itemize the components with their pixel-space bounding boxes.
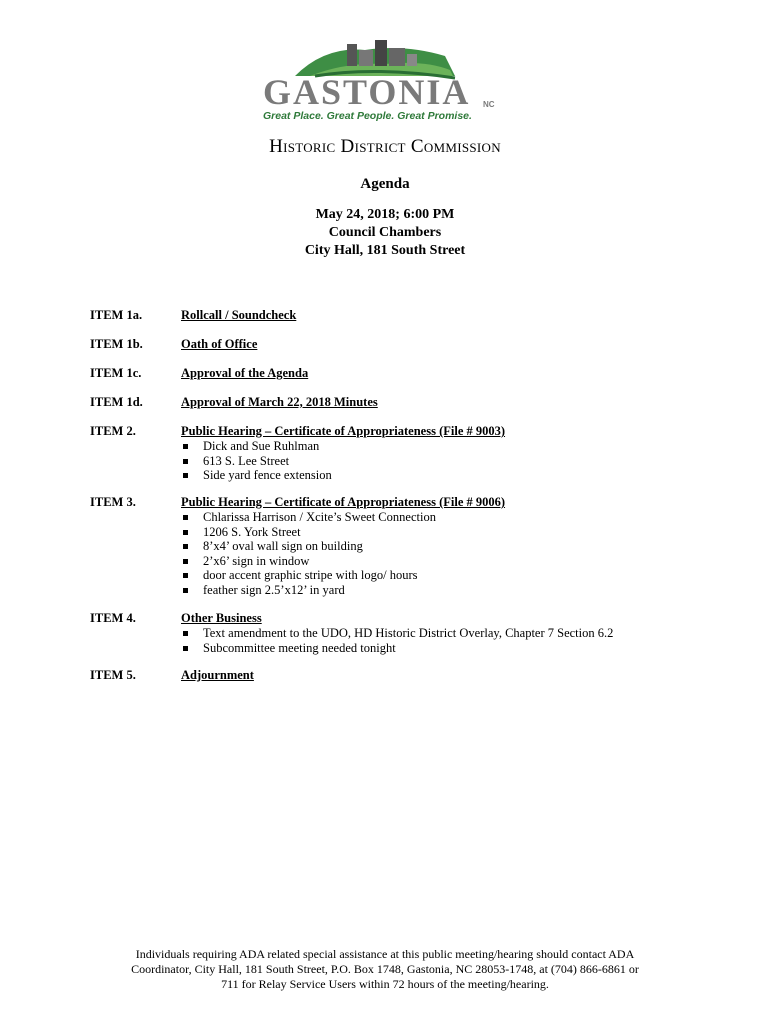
bullet-text: 8’x4’ oval wall sign on building xyxy=(203,539,363,553)
meeting-date: May 24, 2018; 6:00 PM xyxy=(315,207,455,222)
agenda-item-body xyxy=(181,395,721,410)
square-bullet-icon xyxy=(183,559,188,564)
square-bullet-icon xyxy=(183,473,188,478)
agenda-item-title: Public Hearing – Certificate of Appropriateness (File # 9003) xyxy=(181,424,506,438)
ada-notice-line: 711 for Relay Service Users within 72 hours of the meeting/hearing. xyxy=(221,977,549,991)
bullet-text: 2’x6’ sign in window xyxy=(203,553,310,568)
agenda-item-label: ITEM 4. xyxy=(90,611,136,625)
agenda-item-bullets xyxy=(181,626,721,655)
square-bullet-icon xyxy=(183,444,188,449)
square-bullet-icon xyxy=(183,573,188,578)
square-bullet-icon xyxy=(183,544,188,549)
agenda-item-title: Approval of the Agenda xyxy=(181,366,309,380)
agenda-item-label: ITEM 1b. xyxy=(90,337,143,351)
agenda-item-title: Other Business xyxy=(181,611,262,625)
bullet-item xyxy=(181,510,721,525)
bullet-item xyxy=(181,439,721,454)
square-bullet-icon xyxy=(183,588,188,593)
meeting-room: Council Chambers xyxy=(328,225,442,240)
meeting-address: City Hall, 181 South Street xyxy=(304,243,466,258)
agenda-item-label: ITEM 3. xyxy=(90,495,136,509)
bullet-text: 1206 S. York Street xyxy=(203,524,301,539)
agenda-item-body xyxy=(181,495,721,597)
ada-notice-line: Coordinator, City Hall, 181 South Street, P.O. Box 1748, Gastonia, NC 28053-1748, at (704) 866-6861 or xyxy=(131,962,639,976)
bullet-item xyxy=(181,626,721,641)
agenda-item-label: ITEM 1d. xyxy=(90,395,143,409)
logo-tagline: Great Place. Great People. Great Promise. xyxy=(263,110,472,122)
square-bullet-icon xyxy=(183,459,188,464)
agenda-item-title: Public Hearing – Certificate of Appropriateness (File # 9006) xyxy=(181,495,506,509)
agenda-item-body xyxy=(181,308,721,323)
bullet-item xyxy=(181,554,721,569)
agenda-item-label: ITEM 5. xyxy=(90,668,136,682)
bullet-item xyxy=(181,568,721,583)
bullet-item xyxy=(181,525,721,540)
bullet-text: Text amendment to the UDO, HD Historic District Overlay, Chapter 7 Section 6.2 xyxy=(203,626,614,640)
bullet-text: door accent graphic stripe with logo/ hours xyxy=(203,568,418,582)
agenda-item-body xyxy=(181,337,721,352)
agenda-item-title: Approval of March 22, 2018 Minutes xyxy=(181,395,378,409)
bullet-item xyxy=(181,454,721,469)
agenda-item-body xyxy=(181,668,721,683)
logo-state: NC xyxy=(483,100,495,109)
agenda-item-title: Oath of Office xyxy=(181,337,258,351)
bullet-text: Side yard fence extension xyxy=(203,468,332,482)
bullet-item xyxy=(181,583,721,598)
square-bullet-icon xyxy=(183,631,188,636)
agenda-item-title: Rollcall / Soundcheck xyxy=(181,308,297,322)
gastonia-logo xyxy=(255,36,505,128)
bullet-text: 613 S. Lee Street xyxy=(203,453,290,468)
agenda-item-body xyxy=(181,366,721,381)
square-bullet-icon xyxy=(183,646,188,651)
agenda-item-label: ITEM 1c. xyxy=(90,366,142,380)
ada-notice-line: Individuals requiring ADA related special assistance at this public meeting/hearing should contact ADA xyxy=(135,947,635,961)
square-bullet-icon xyxy=(183,530,188,535)
logo-wordmark: GASTONIA xyxy=(263,72,471,112)
agenda-item-body xyxy=(181,424,721,483)
bullet-item xyxy=(181,641,721,656)
agenda-item-label: ITEM 1a. xyxy=(90,308,143,322)
bullet-text: feather sign 2.5’x12’ in yard xyxy=(203,582,345,597)
bullet-item xyxy=(181,539,721,554)
agenda-item-body xyxy=(181,611,721,655)
agenda-item-bullets xyxy=(181,510,721,597)
agenda-item-title: Adjournment xyxy=(181,668,254,682)
meeting-details xyxy=(0,206,770,260)
page-title: Historic District Commission xyxy=(269,136,501,157)
bullet-text: Subcommittee meeting needed tonight xyxy=(203,640,396,655)
square-bullet-icon xyxy=(183,515,188,520)
ada-notice xyxy=(40,947,730,992)
bullet-item xyxy=(181,468,721,483)
agenda-item-bullets xyxy=(181,439,721,483)
bullet-text: Dick and Sue Ruhlman xyxy=(203,439,320,453)
page-subtitle: Agenda xyxy=(360,176,410,192)
agenda-item-label: ITEM 2. xyxy=(90,424,136,438)
bullet-text: Chlarissa Harrison / Xcite’s Sweet Connection xyxy=(203,510,436,524)
